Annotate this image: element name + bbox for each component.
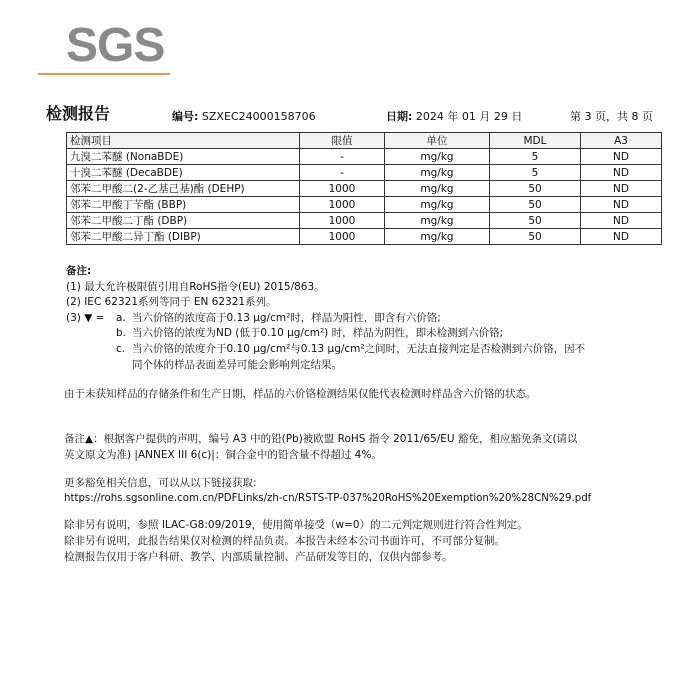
table-cell: ND	[581, 197, 662, 213]
table-cell: ND	[581, 213, 662, 229]
notes-heading: 备注:	[66, 265, 92, 277]
table-cell: -	[300, 149, 385, 165]
page-title: 检测报告	[46, 104, 111, 123]
table-cell: 1000	[300, 229, 385, 245]
table-cell: 5	[490, 165, 581, 181]
exemption-link-section	[64, 475, 654, 507]
note-1: (1) 最大允许极限值引用自RoHS指令(EU) 2015/863。	[66, 280, 325, 293]
report-number	[172, 110, 316, 124]
note-3a-text: 当六价铬的浓度高于0.13 μg/cm²时，样品为阳性，即含有六价铬;	[132, 311, 441, 324]
table-cell: 1000	[300, 213, 385, 229]
note-3b-text: 当六价铬的浓度为ND (低于0.10 μg/cm²) 时，样品为阴性，即未检测到六价铬;	[132, 327, 504, 340]
table-cell: ND	[581, 149, 662, 165]
table-cell: ND	[581, 165, 662, 181]
table-header-cell: MDL	[490, 133, 581, 149]
note-3c-text-line2: 同个体的样品表面差异可能会影响判定结果。	[132, 358, 342, 371]
note-3c-mark: c.	[116, 342, 126, 355]
table-cell: mg/kg	[385, 181, 490, 197]
table-cell: ND	[581, 181, 662, 197]
report-date	[386, 110, 522, 124]
page-number: 第 3 页，共 8 页	[570, 110, 653, 123]
exemption-note	[64, 431, 654, 463]
table-cell: mg/kg	[385, 197, 490, 213]
table-header-cell: 单位	[385, 133, 490, 149]
note-3-prefix: (3) ▼ =	[66, 311, 105, 324]
table-cell: 1000	[300, 197, 385, 213]
note-2: (2) IEC 62321系列等同于 EN 62321系列。	[66, 296, 277, 309]
table-header-row	[67, 133, 662, 149]
logo-underline	[38, 73, 170, 75]
note-3a-mark: a.	[116, 311, 126, 324]
table-cell: ND	[581, 229, 662, 245]
table-row	[67, 165, 662, 181]
sgs-logo	[38, 18, 170, 76]
table-cell: mg/kg	[385, 149, 490, 165]
table-cell: 50	[490, 229, 581, 245]
note-3b-mark: b.	[116, 327, 127, 340]
table-cell: 邻苯二甲酸二异丁酯 (DIBP)	[67, 229, 300, 245]
note-3c-text-line1: 当六价铬的浓度介于0.10 μg/cm²与0.13 μg/cm²之间时，无法直接判定是否检测到六价铬，因不	[132, 342, 586, 355]
table-cell: -	[300, 165, 385, 181]
table-cell: mg/kg	[385, 213, 490, 229]
exemption-link-url[interactable]: https://rohs.sgsonline.com.cn/PDFLinks/zh-cn/RSTS-TP-037%20RoHS%20Exemption%20%28CN%29.pdf	[64, 493, 592, 504]
storage-text: 由于未获知样品的存储条件和生产日期，样品的六价铬检测结果仅能代表检测时样品含六价铬的状态。	[64, 388, 537, 400]
table-cell: 十溴二苯醚 (DecaBDE)	[67, 165, 300, 181]
report-number-label: 编号:	[172, 110, 199, 123]
note-3	[66, 311, 646, 373]
table-header-cell: 限值	[300, 133, 385, 149]
table-cell: mg/kg	[385, 229, 490, 245]
table-cell: 50	[490, 213, 581, 229]
disclaimer-2: 除非另有说明，此报告结果仅对检测的样品负责。本报告未经本公司书面许可，不可部分复制。	[64, 535, 505, 547]
table-cell: mg/kg	[385, 165, 490, 181]
table-cell: 1000	[300, 181, 385, 197]
report-date-label: 日期:	[386, 110, 413, 123]
report-date-value: 2024 年 01 月 29 日	[415, 110, 523, 123]
table-cell: 50	[490, 197, 581, 213]
disclaimer-3: 检测报告仅用于客户科研、教学、内部质量控制、产品研发等目的，仅供内部参考。	[64, 551, 453, 563]
table-cell: 邻苯二甲酸二丁酯 (DBP)	[67, 213, 300, 229]
results-table	[66, 132, 662, 245]
table-cell: 5	[490, 149, 581, 165]
table-header-cell: 检测项目	[67, 133, 300, 149]
report-number-value: SZXEC24000158706	[201, 110, 316, 123]
table-row	[67, 181, 662, 197]
table-row	[67, 213, 662, 229]
table-row	[67, 149, 662, 165]
exemption-line2: 英文原文为准) |ANNEX III 6(c)|：铜合金中的铅含量不得超过 4%。	[64, 449, 382, 461]
storage-note	[64, 386, 654, 402]
table-header-cell: A3	[581, 133, 662, 149]
table-cell: 邻苯二甲酸二(2-乙基己基)酯 (DEHP)	[67, 181, 300, 197]
table-cell: 九溴二苯醚 (NonaBDE)	[67, 149, 300, 165]
table-cell: 邻苯二甲酸丁苄酯 (BBP)	[67, 197, 300, 213]
table-row	[67, 229, 662, 245]
exemption-line1: 备注▲：根据客户提供的声明，编号 A3 中的铅(Pb)被欧盟 RoHS 指令 2011/65/EU 豁免，相应豁免条文(请以	[64, 433, 578, 445]
logo-text: SGS	[66, 19, 165, 72]
disclaimer-section	[64, 517, 654, 565]
table-cell: 50	[490, 181, 581, 197]
disclaimer-1: 除非另有说明，参照 ILAC-G8:09/2019，使用简单接受（w=0）的二元判定规则进行符合性判定。	[64, 519, 528, 531]
notes-section	[66, 264, 646, 373]
exemption-link-intro: 更多豁免相关信息，可以从以下链接获取:	[64, 477, 257, 489]
table-row	[67, 197, 662, 213]
